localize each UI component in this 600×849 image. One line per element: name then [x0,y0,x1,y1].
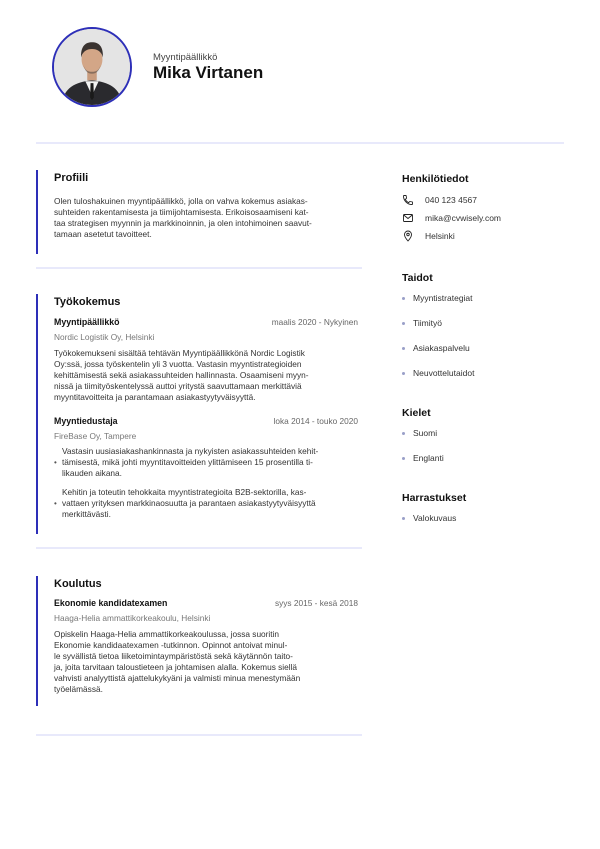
bullet-dot-icon [402,457,405,460]
text-line: Kehitin ja toteutin tehokkaita myyntistrategioita B2B-sektorilla, kas- [62,487,307,497]
profile-photo [52,27,132,107]
text-line: Opiskelin Haaga-Helia ammattikorkeakoulussa, jossa suoritin [54,629,280,639]
hobby-item [402,513,572,525]
text-line: Oy:ssä, jossa työskentelin yli 3 vuotta. Vastasin myyntistrategioiden [54,359,302,370]
job-dates: loka 2014 - touko 2020 [273,416,358,426]
profile-text [54,196,360,240]
cv-header [52,27,552,107]
phone-icon [402,194,414,206]
bullet-dot-icon [402,347,405,350]
language-label: Suomi [413,428,438,438]
bullet-icon: • [54,458,57,467]
mail-icon [402,212,414,224]
email-address[interactable]: mika@cvwisely.com [425,213,502,223]
bullet-dot-icon [402,372,405,375]
section-accent-bar [36,294,38,534]
section-divider [36,547,362,549]
job-dates: maalis 2020 - Nykyinen [271,317,358,327]
skill-label: Myyntistrategiat [413,293,473,303]
person-portrait-icon [54,29,130,105]
language-item [402,428,572,440]
section-accent-bar [36,170,38,254]
skill-item [402,343,572,355]
language-item [402,453,572,465]
bullet-dot-icon [402,517,405,520]
languages-heading: Kielet [402,407,431,419]
section-heading: Koulutus [54,578,102,590]
email-row [402,212,572,226]
section-divider [36,734,362,736]
text-line: merkittävästi. [62,509,111,520]
bullet-dot-icon [402,297,405,300]
text-line: le syvällistä tietoa liiketoimintaympäristöstä sekä käytännön taito- [54,651,293,662]
skill-label: Tiimityö [413,318,442,328]
education-section [36,576,362,736]
experience-section [36,294,362,550]
text-line: vahvisti analyyttistä ajattelukykyäni ja valmisti minua menestymään [54,673,301,684]
skill-label: Neuvottelutaidot [413,368,475,378]
location-row [402,230,572,244]
bullet-dot-icon [402,322,405,325]
text-line: Vastasin uusiasiakashankinnasta ja nykyisten asiakassuhteiden kehit- [62,446,319,456]
bullet-dot-icon [402,432,405,435]
language-label: Englanti [413,453,444,463]
job-company: Nordic Logistik Oy, Helsinki [54,332,155,342]
degree-title: Ekonomie kandidatexamen [54,598,168,608]
text-line: taa strategisen myynnin ja markkinoinnin, ja olen intohimoinen saavut- [54,218,312,229]
text-line: Olen tuloshakuinen myyntipäällikkö, jolla on vahva kokemus asiakas- [54,196,308,206]
text-line: myyntitavoitteita ja parantamaan asiakastyytyväisyyttä. [54,392,256,403]
skill-item [402,293,572,305]
person-name: Mika Virtanen [153,63,264,82]
skill-item [402,318,572,330]
text-line: suhteiden rakentamisesta ja tiimijohtamisesta. Erikoisosaamiseni kat- [54,207,309,218]
bullet-icon: • [54,499,57,508]
location-pin-icon [402,230,414,242]
text-line: ja, joita tarvitaan taloustieteen ja johtamisen alalla. Kokemus siellä [54,662,298,673]
bullet-item [54,487,368,520]
job-title-entry: Myyntipäällikkö [54,317,120,327]
location-text: Helsinki [425,231,455,241]
profile-section [36,170,362,270]
text-line: tämisestä, mikä johti myyntitavoitteiden ylittämiseen 15 prosentilla ti- [62,457,313,468]
sidebar-column [402,170,572,540]
skill-item [402,368,572,380]
text-line: Työkokemukseni sisältää tehtävän Myyntipäällikkönä Nordic Logistik [54,348,305,358]
skill-label: Asiakaspalvelu [413,343,470,353]
text-line: tamaan asetetut tavoitteet. [54,229,152,240]
phone-row [402,194,572,208]
section-heading: Työkokemus [54,296,121,308]
hobbies-heading: Harrastukset [402,492,467,504]
job-title: Myyntipäällikkö [153,52,218,63]
hobby-label: Valokuvaus [413,513,457,523]
job-title-entry: Myyntiedustaja [54,416,118,426]
text-line: vattaen yrityksen markkinaosuutta ja parantaen asiakastyytyväisyyttä [62,498,316,509]
text-line: likauden aikana. [62,468,122,479]
section-heading: Profiili [54,172,89,184]
personal-info-heading: Henkilötiedot [402,173,469,185]
section-divider [36,267,362,269]
text-line: työelämässä. [54,684,103,695]
text-line: nissä ja tiimityöskentelyssä auttoi yritystä saavuttamaan merkittäviä [54,381,302,392]
job-company: FireBase Oy, Tampere [54,431,137,441]
education-description [54,629,360,696]
education-dates: syys 2015 - kesä 2018 [274,598,358,608]
skills-heading: Taidot [402,272,433,284]
header-divider [36,142,564,144]
text-line: Ekonomie kandidaatexamen -tutkinnon. Opinnot antoivat minul- [54,640,288,651]
text-line: kehittämisestä sekä asiakassuhteiden hallinnasta. Osaamiseni myyn- [54,370,309,381]
job-description [54,348,360,403]
school-name: Haaga-Helia ammattikorkeakoulu, Helsinki [54,613,211,623]
phone-number[interactable]: 040 123 4567 [425,195,477,205]
bullet-item [54,446,368,479]
section-accent-bar [36,576,38,706]
